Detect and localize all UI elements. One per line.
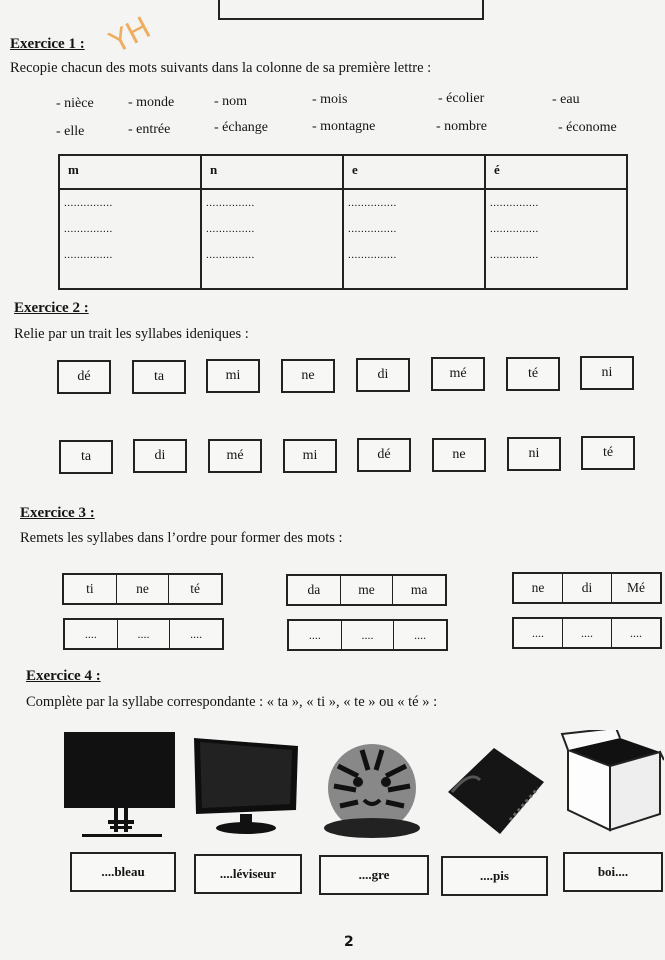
exercise1-title: Exercice 1 : <box>10 36 85 52</box>
dotted-line: ............... <box>490 223 539 235</box>
column-header: m <box>59 155 201 189</box>
syllable-box[interactable]: ni <box>580 356 634 390</box>
column-cell[interactable] <box>201 189 343 289</box>
dotted-line: ............... <box>64 249 113 261</box>
column-cell[interactable] <box>485 189 627 289</box>
column-cell[interactable] <box>343 189 485 289</box>
column-header: é <box>485 155 627 189</box>
answer-cell[interactable]: .... <box>190 626 203 641</box>
word: - échange <box>214 120 269 135</box>
tiger-icon <box>318 736 426 840</box>
dotted-line: ............... <box>64 197 113 209</box>
box-icon <box>560 730 664 838</box>
dotted-line: ............... <box>348 249 397 261</box>
dotted-line: ............... <box>348 197 397 209</box>
syllable-box[interactable]: ne <box>432 438 486 472</box>
syllable-box[interactable]: mé <box>208 439 262 473</box>
syllable-cell: té <box>190 581 201 596</box>
exercise3-title: Exercice 3 : <box>20 505 95 521</box>
syllable-box[interactable]: mi <box>283 439 337 473</box>
syllable-cell: ne <box>514 574 563 602</box>
word: - elle <box>56 124 85 139</box>
syllable-box[interactable]: dé <box>357 438 411 472</box>
exercise2-instruction: Relie par un trait les syllabes ideniques : <box>14 326 249 342</box>
column-header: e <box>343 155 485 189</box>
exercise4-title: Exercice 4 : <box>26 668 101 684</box>
answer-group <box>63 618 224 650</box>
word: - mois <box>312 92 348 107</box>
word: - nombre <box>436 119 487 134</box>
dotted-line: ............... <box>490 197 539 209</box>
word: - montagne <box>312 119 376 134</box>
syllable-cell: ne <box>117 575 170 603</box>
watermark: YH <box>104 10 157 61</box>
answer-group <box>287 619 448 651</box>
answer-cell[interactable]: .... <box>289 621 342 649</box>
syllable-group <box>62 573 223 605</box>
syllable-box[interactable]: mi <box>206 359 260 393</box>
answer-box[interactable]: ....bleau <box>70 852 176 892</box>
word: - écolier <box>438 91 485 106</box>
word: - nom <box>214 94 248 109</box>
exercise1-instruction: Recopie chacun des mots suivants dans la colonne de sa première lettre : <box>10 60 432 76</box>
syllable-cell: da <box>288 576 341 604</box>
word: - monde <box>128 95 175 110</box>
syllable-group <box>286 574 447 606</box>
letter-columns-table <box>58 154 628 290</box>
header-box <box>218 0 484 20</box>
syllable-box[interactable]: dé <box>57 360 111 394</box>
syllable-box[interactable]: di <box>133 439 187 473</box>
syllable-cell: ma <box>410 582 428 597</box>
exercise4-instruction: Complète par la syllabe correspondante : « ta », « ti », « te » ou « té » : <box>26 694 438 710</box>
answer-box[interactable]: boi.... <box>563 852 663 892</box>
dotted-line: ............... <box>490 249 539 261</box>
syllable-box[interactable]: ta <box>59 440 113 474</box>
syllable-cell: Mé <box>627 580 645 595</box>
syllable-box[interactable]: ta <box>132 360 186 394</box>
answer-box[interactable]: ....léviseur <box>194 854 302 894</box>
column-cell[interactable] <box>59 189 201 289</box>
syllable-box[interactable]: ni <box>507 437 561 471</box>
page-number: 2 <box>344 934 354 950</box>
syllable-box[interactable]: té <box>506 357 560 391</box>
syllable-box[interactable]: ne <box>281 359 335 393</box>
syllable-cell: me <box>341 576 394 604</box>
answer-cell[interactable]: .... <box>65 620 118 648</box>
answer-cell[interactable]: .... <box>563 619 612 647</box>
dotted-line: ............... <box>206 249 255 261</box>
dotted-line: ............... <box>348 223 397 235</box>
syllable-box[interactable]: mé <box>431 357 485 391</box>
answer-cell[interactable]: .... <box>118 620 171 648</box>
syllable-box[interactable]: té <box>581 436 635 470</box>
word: - eau <box>552 92 580 107</box>
rug-icon <box>440 740 550 840</box>
exercise3-instruction: Remets les syllabes dans l’ordre pour former des mots : <box>20 530 343 546</box>
word: - nièce <box>56 96 94 111</box>
column-header: n <box>201 155 343 189</box>
dotted-line: ............... <box>206 223 255 235</box>
word: - économe <box>558 120 617 135</box>
answer-cell[interactable]: .... <box>414 627 427 642</box>
answer-cell[interactable]: .... <box>630 625 642 640</box>
dotted-line: ............... <box>206 197 255 209</box>
answer-box[interactable]: ....gre <box>319 855 429 895</box>
syllable-group <box>512 572 662 604</box>
blackboard-icon <box>62 730 177 840</box>
answer-box[interactable]: ....pis <box>441 856 548 896</box>
television-icon <box>190 732 302 837</box>
answer-group <box>512 617 662 649</box>
syllable-cell: ti <box>64 575 117 603</box>
answer-cell[interactable]: .... <box>514 619 563 647</box>
dotted-line: ............... <box>64 223 113 235</box>
word: - entrée <box>128 122 171 137</box>
answer-cell[interactable]: .... <box>342 621 395 649</box>
syllable-cell: di <box>563 574 612 602</box>
exercise2-title: Exercice 2 : <box>14 300 89 316</box>
syllable-box[interactable]: di <box>356 358 410 392</box>
